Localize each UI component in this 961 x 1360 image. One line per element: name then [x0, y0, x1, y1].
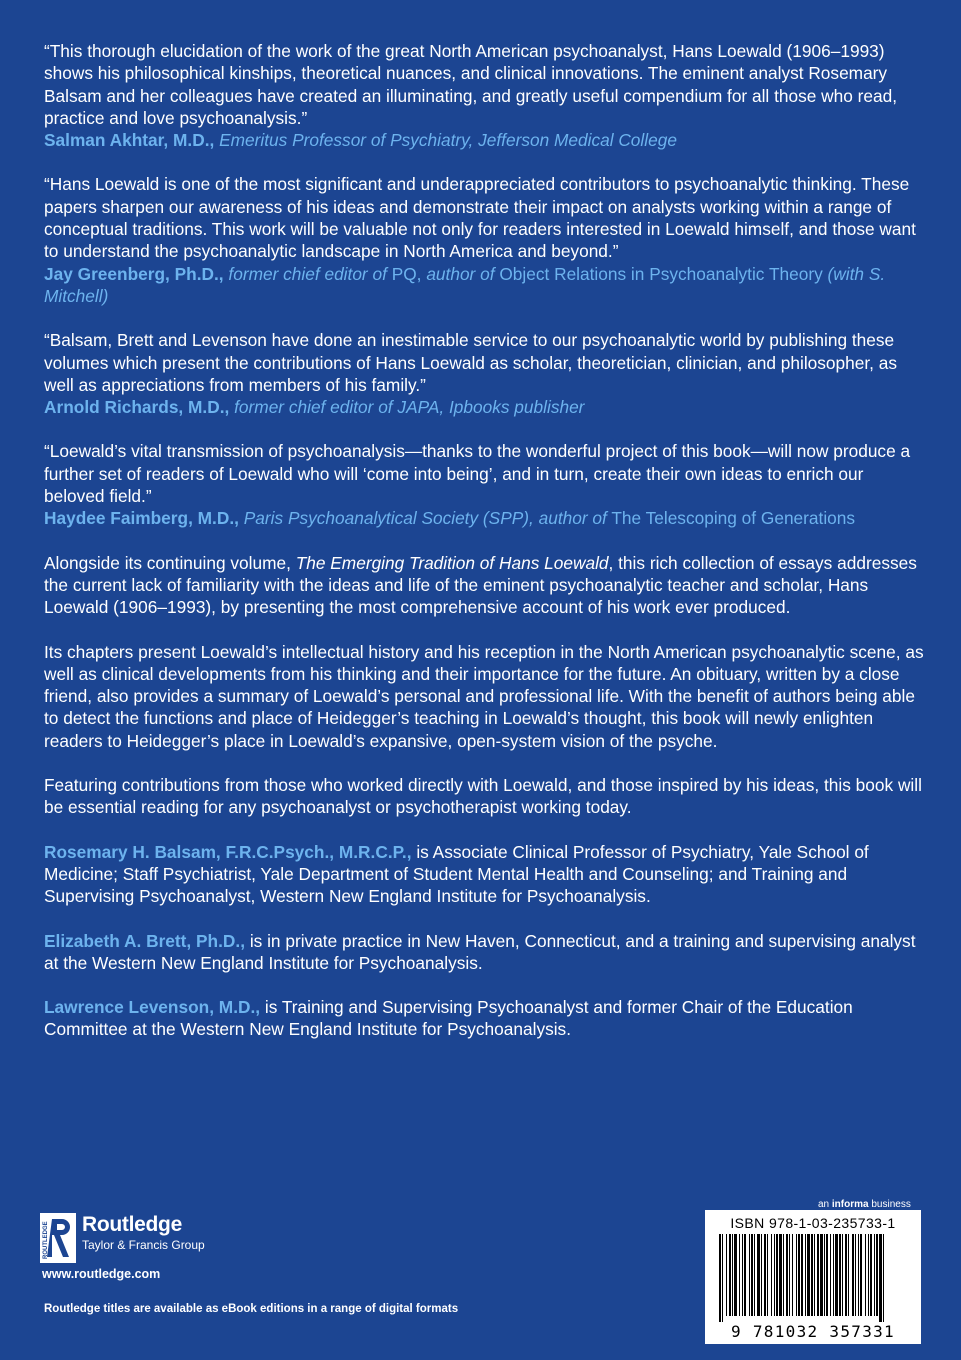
logo-side-text: ROUTLEDGE: [43, 1221, 49, 1259]
barcode-bar: [876, 1234, 878, 1316]
journal-name: JAPA,: [397, 397, 445, 418]
barcode-bar: [789, 1234, 790, 1316]
author-bio: [44, 841, 924, 908]
author-name: Elizabeth A. Brett, Ph.D.,: [44, 930, 245, 951]
author-name: Lawrence Levenson, M.D.,: [44, 997, 261, 1018]
barcode-bar: [757, 1234, 760, 1316]
barcode-bar: [786, 1234, 788, 1316]
author-bio-text: is Associate Clinical Professor of Psychiatry, Yale School of Medicine; Staff Psychiatrist, Yale Department of Student Mental Health and Counseling; and Training and Supervising Psychoanalyst, Western New England Institute for Psychoanalysis.: [44, 841, 869, 907]
endorser-name: Jay Greenberg, Ph.D.,: [44, 263, 224, 284]
book-title: The Emerging Tradition of Hans Loewald: [295, 552, 609, 573]
book-title: Object Relations in Psychoanalytic Theory: [499, 263, 823, 284]
barcode-bar: [858, 1234, 859, 1316]
barcode-bar: [722, 1234, 723, 1322]
publisher-url[interactable]: www.routledge.com: [42, 1267, 161, 1281]
endorsement-attribution: [44, 129, 924, 151]
description-text: Featuring contributions from those who worked directly with Loewald, and those inspired by his ideas, this book will be essential reading for any psychoanalyst or psychotherapist working today.: [44, 775, 922, 818]
description-text: , this rich collection of essays addresses the current lack of familiarity with the ideas and life of the eminent psychoanalytic teacher and scholar, Hans Loewald (1906–1993), by presenting the most comprehensive account of his work ever produced.: [44, 552, 917, 618]
endorsement: [44, 40, 924, 151]
barcode-bar: [842, 1234, 843, 1316]
routledge-logo: [40, 1213, 205, 1263]
barcode-bar: [845, 1234, 847, 1316]
endorser-role: (with S. Mitchell): [44, 263, 886, 306]
barcode-bar: [833, 1234, 834, 1316]
endorsement-attribution: [44, 507, 924, 529]
endorsement-quote: “Hans Loewald is one of the most significant and underappreciated contributors to psychoanalytic thinking. These papers sharpen our awareness of his ideas and demonstrate their impact on analysts working within a range of conceptual traditions. This work will be valuable not only for readers interested in Loewald himself, and those want to understand the psychoanalytic landscape in North America and beyond.”: [44, 174, 916, 262]
barcode-bar: [801, 1234, 803, 1316]
barcode-bar: [852, 1234, 854, 1316]
endorsement-quote: “This thorough elucidation of the work of the great North American psychoanalyst, Hans Loewald (1906–1993) shows his philosophical kinships, theoretical nuances, and clinical innovations. The eminent analyst Rosemary Balsam and her colleagues have created an illuminating, and greatly useful compendium for all those who read, practice and love psychoanalysis.”: [44, 41, 898, 128]
endorser-name: Salman Akhtar, M.D.,: [44, 130, 215, 151]
barcode-bars: [711, 1234, 915, 1322]
endorser-role: author of: [426, 263, 495, 284]
publisher-group: Taylor & Francis Group: [82, 1238, 205, 1252]
isbn-barcode: [705, 1210, 921, 1344]
barcode-bar: [719, 1234, 721, 1322]
barcode-bar: [744, 1234, 746, 1316]
barcode-bar: [874, 1234, 875, 1316]
barcode-bar: [839, 1234, 841, 1316]
endorser-role: Ipbooks publisher: [448, 397, 585, 418]
endorsement-quote: “Loewald’s vital transmission of psychoanalysis—thanks to the wonderful project of this book—will now produce a further set of readers of Loewald who will ‘come into being’, and in turn, create their own ideas to enrich our beloved field.”: [44, 441, 911, 507]
description-text: Alongside its continuing volume,: [44, 552, 291, 573]
barcode-bar: [726, 1234, 727, 1316]
endorsement: [44, 173, 924, 307]
barcode-bar: [771, 1234, 772, 1316]
barcode-bar: [739, 1234, 740, 1316]
author-bio-text: is Training and Supervising Psychoanalyst and former Chair of the Education Committee at the Western New England Institute for Psychoanalysis.: [44, 997, 853, 1040]
barcode-bar: [817, 1234, 819, 1316]
barcode-bar: [855, 1234, 856, 1316]
barcode-bar: [820, 1234, 823, 1316]
routledge-logo-icon: [40, 1213, 76, 1263]
barcode-bar: [796, 1234, 797, 1316]
barcode-bar: [774, 1234, 775, 1316]
author-name: Rosemary H. Balsam, F.R.C.Psych., M.R.C.P.,: [44, 841, 412, 862]
informa-brand: informa: [831, 1199, 869, 1210]
endorser-role: Paris Psychoanalytical Society (SPP), author of: [243, 508, 607, 529]
barcode-bar: [830, 1234, 831, 1316]
publisher-block: [40, 1213, 205, 1281]
journal-name: PQ,: [391, 263, 422, 284]
barcode-bar: [805, 1234, 806, 1316]
endorsement: [44, 329, 924, 418]
endorser-role: former chief editor of: [228, 263, 387, 284]
informa-prefix: an: [818, 1199, 830, 1210]
barcode-bar: [811, 1234, 813, 1316]
barcode-bar: [835, 1234, 838, 1316]
description-text: Its chapters present Loewald’s intellectual history and his reception in the North American psychoanalytic scene, as well as clinical developments from his thinking and their importance for the future. An obituary, written by a close friend, also provides a summary of Loewald’s personal and professional life. With the benefit of authors being able to detect the functions and place of Heidegger’s teaching in Loewald’s thought, this book will newly enlighten readers to Heidegger’s place in Loewald’s expansive, open-system vision of the psyche.: [44, 641, 924, 751]
endorsement-attribution: [44, 263, 924, 308]
barcode-bar: [826, 1234, 828, 1316]
barcode-bar: [729, 1234, 731, 1316]
author-bio: [44, 930, 924, 975]
barcode-bar: [767, 1234, 768, 1316]
isbn-label: ISBN 978-1-03-235733-1: [730, 1215, 896, 1231]
informa-tag: [818, 1199, 911, 1210]
barcode-bar: [879, 1234, 882, 1322]
barcode-bar: [868, 1234, 869, 1316]
description-paragraph: [44, 552, 924, 619]
endorser-name: Arnold Richards, M.D.,: [44, 397, 230, 418]
book-title: The Telescoping of Generations: [611, 508, 856, 529]
barcode-bar: [734, 1234, 737, 1316]
author-bio: [44, 996, 924, 1041]
endorser-role: former chief editor of: [234, 397, 393, 418]
barcode-bar: [764, 1234, 766, 1316]
barcode-bar: [732, 1234, 733, 1316]
endorser-name: Haydee Faimberg, M.D.,: [44, 508, 239, 529]
barcode-bar: [807, 1234, 810, 1316]
publisher-name: Routledge: [82, 1213, 182, 1236]
barcode-bar: [865, 1234, 866, 1316]
author-bio-text: is in private practice in New Haven, Connecticut, and a training and supervising analyst at the Western New England Institute for Psychoanalysis.: [44, 930, 916, 973]
barcode-bar: [883, 1234, 884, 1322]
barcode-bar: [814, 1234, 815, 1316]
barcode-bar: [779, 1234, 782, 1316]
barcode-bar: [754, 1234, 755, 1316]
endorsement-quote: “Balsam, Brett and Levenson have done an inestimable service to our psychoanalytic world by publishing these volumes which present the contributions of Hans Loewald as scholar, theoretician, clinician, and philosopher, as well as appreciations from members of his family.”: [44, 330, 898, 395]
endorsement-attribution: [44, 396, 924, 418]
barcode-bar: [798, 1234, 800, 1316]
endorser-role: Emeritus Professor of Psychiatry, Jefferson Medical College: [219, 130, 677, 151]
back-cover-content: [44, 40, 924, 1063]
description-paragraph: [44, 774, 924, 819]
ebook-note: Routledge titles are available as eBook editions in a range of digital formats: [44, 1303, 459, 1315]
barcode-bar: [783, 1234, 784, 1316]
description-paragraph: [44, 641, 924, 752]
barcode-bar: [761, 1234, 762, 1316]
barcode-bar: [749, 1234, 750, 1316]
isbn-digits: 9 781032 357331: [731, 1322, 895, 1341]
barcode-bar: [751, 1234, 753, 1316]
barcode-bar: [848, 1234, 849, 1316]
barcode-bar: [742, 1234, 743, 1316]
barcode-bar: [824, 1234, 825, 1316]
barcode-bar: [860, 1234, 862, 1316]
barcode-bar: [792, 1234, 793, 1316]
barcode-bar: [870, 1234, 872, 1316]
endorsement: [44, 440, 924, 529]
barcode-bar: [776, 1234, 778, 1316]
informa-suffix: business: [871, 1199, 911, 1210]
